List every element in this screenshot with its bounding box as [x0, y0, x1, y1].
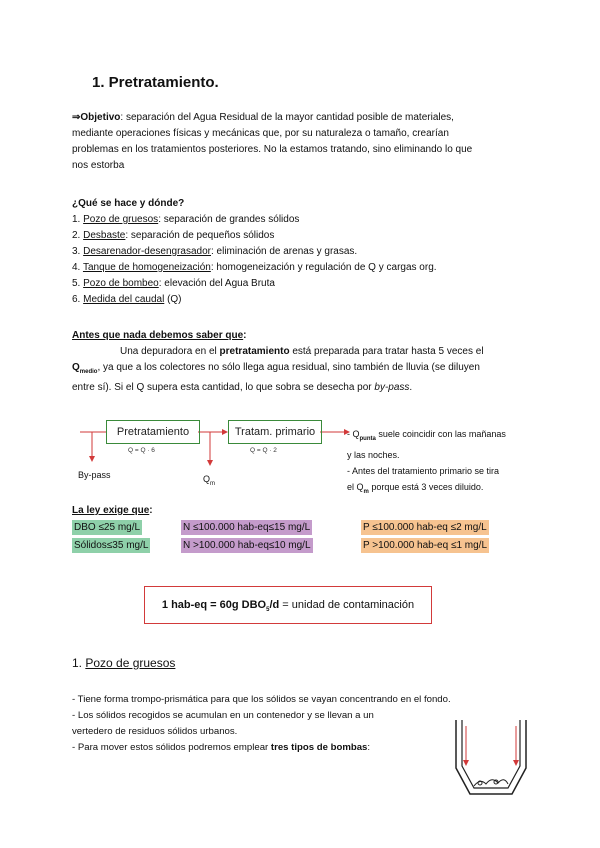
- section-line: - Los sólidos recogidos se acumulan en un contenedor y se llevan a un: [72, 710, 374, 721]
- pretratamiento-box: Pretratamiento: [106, 420, 200, 444]
- objective-label: Objetivo: [80, 112, 121, 123]
- before-paragraph: Antes que nada debemos saber que: Una depuradora en el pretratamiento está preparada para tratar hasta 5 veces el $Q_{medio}$, ya que a los colectores no sólo llega agua residual, sino también de lluvia (se diluyen entre sí). Si el Q supera esta cantidad, lo que sobra se desecha por by-pass.: [72, 330, 484, 393]
- arrow-icon: [207, 460, 213, 466]
- law-heading: La ley exige que:: [72, 505, 153, 516]
- law-cell-dbo: DBO ≤25 mg/L: [74, 522, 141, 533]
- tratamiento-primario-box: Tratam. primario: [228, 420, 322, 444]
- page-title: 1. Pretratamiento.: [92, 74, 219, 91]
- section-line: - Tiene forma trompo-prismática para que los sólidos se vayan concentrando en el fondo.: [72, 694, 451, 705]
- section-line: vertedero de residuos sólidos urbanos.: [72, 726, 238, 737]
- section-heading: 1. Pozo de gruesos: [72, 656, 176, 670]
- diagram-notes: - $Q_{punta}$ suele coincidir con las mañanas y las noches. - Antes del tratamiento primario se tira el $Q_m$ porque está 3 veces diluido.: [347, 429, 506, 495]
- objective-line: problemas en los tratamientos posteriores. No la estamos tratando, sino eliminando lo que: [72, 144, 473, 155]
- law-cell-p-high: P >100.000 hab-eq ≤1 mg/L: [363, 540, 488, 551]
- objective-line: mediante operaciones físicas y mecánicas que, por su naturaleza o tamaño, crearían: [72, 128, 449, 139]
- law-cell-p-low: P ≤100.000 hab-eq ≤2 mg/L: [363, 522, 487, 533]
- list-item: 3. Desarenador-desengrasador: eliminación de arenas y grasas.: [72, 246, 358, 257]
- before-heading: Antes que nada debemos saber que: [72, 330, 244, 341]
- formula-box: 1 hab-eq = 60g $DBO_5/d$ = unidad de contaminación: [144, 586, 432, 624]
- law-cell-solidos: Sólidos≤35 mg/L: [74, 540, 149, 551]
- arrow-icon: [89, 456, 95, 462]
- section-line: - Para mover estos sólidos podremos emplear tres tipos de bombas:: [72, 742, 371, 753]
- list-item: 6. Medida del caudal (Q): [72, 294, 182, 305]
- objective-line: nos estorba: [72, 160, 125, 171]
- law-cell-n-low: N ≤100.000 hab-eq≤15 mg/L: [183, 522, 311, 533]
- list-item: 4. Tanque de homogeneización: homogeneización y regulación de Q y cargas org.: [72, 262, 437, 273]
- box1-flow-label: Q = Q · 6: [128, 447, 155, 454]
- objective-paragraph: [72, 110, 542, 174]
- list-item: 1. Pozo de gruesos: separación de grandes sólidos: [72, 214, 300, 225]
- list-item: 2. Desbaste: separación de pequeños sólidos: [72, 230, 275, 241]
- box2-flow-label: Q = Q · 2: [250, 447, 277, 454]
- steps-list: [72, 212, 437, 308]
- objective-line: : separación del Agua Residual de la mayor cantidad posible de materiales,: [120, 112, 454, 123]
- list-item: 5. Pozo de bombeo: elevación del Agua Bruta: [72, 278, 275, 289]
- bypass-label: By-pass: [78, 470, 111, 480]
- what-where-heading: ¿Qué se hace y dónde?: [72, 198, 185, 209]
- law-cell-n-high: N >100.000 hab-eq≤10 mg/L: [183, 540, 311, 551]
- pit-sketch-image: [452, 716, 532, 800]
- qm-label: $Q_m$: [203, 474, 216, 487]
- arrow-icon: ⇒: [72, 112, 81, 123]
